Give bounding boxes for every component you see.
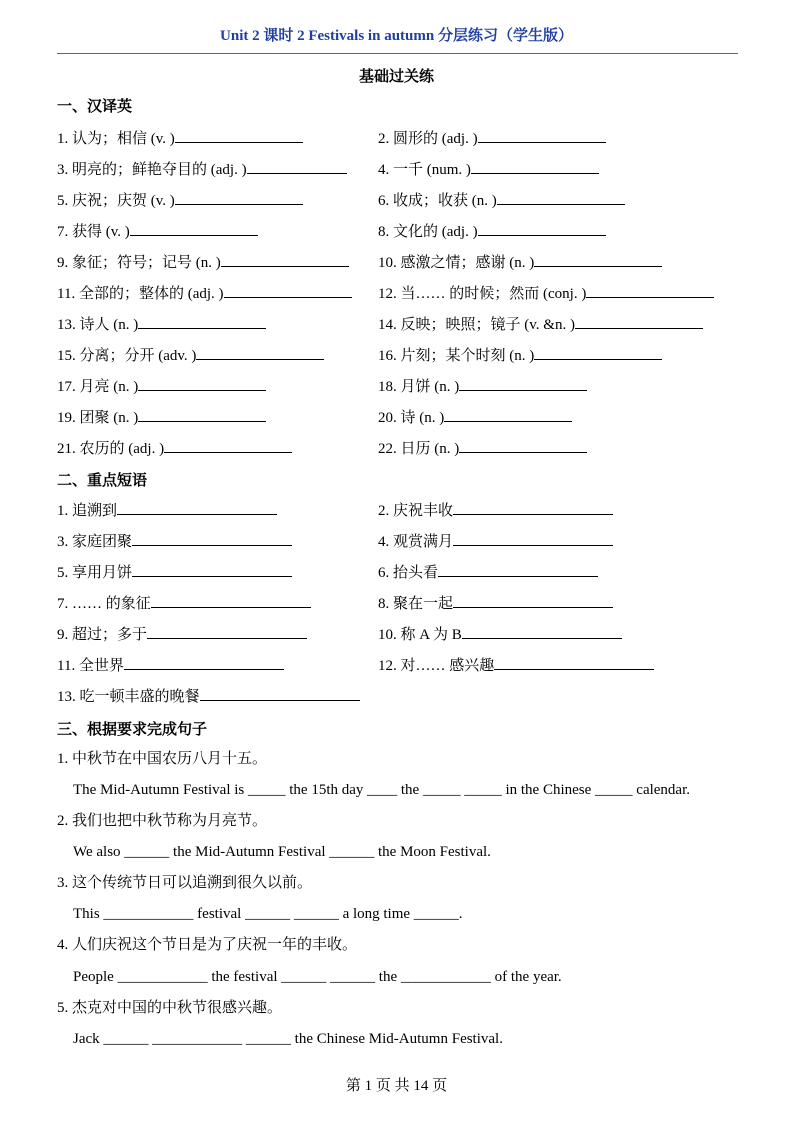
answer-blank[interactable] (459, 376, 587, 391)
phrase-item-11: 11. 全世界 (57, 655, 284, 675)
page-header: Unit 2 课时 2 Festivals in autumn 分层练习（学生版） (220, 28, 573, 44)
vocab-item-22: 22. 日历 (n. ) (378, 438, 587, 458)
answer-blank[interactable] (478, 128, 606, 143)
answer-blank[interactable] (138, 314, 266, 329)
answer-blank[interactable] (138, 407, 266, 422)
sentence-prompt-1: 1. 中秋节在中国农历八月十五。 (57, 751, 268, 767)
answer-blank[interactable] (132, 531, 292, 546)
phrase-item-2: 2. 庆祝丰收 (378, 500, 613, 520)
sentence-answer-3[interactable]: This ____________ festival ______ ______ a long time ______. (73, 906, 463, 922)
vocab-item-13: 13. 诗人 (n. ) (57, 314, 266, 334)
answer-blank[interactable] (247, 159, 347, 174)
answer-blank[interactable] (147, 624, 307, 639)
phrase-item-1: 1. 追溯到 (57, 500, 277, 520)
phrase-item-7: 7. …… 的象征 (57, 593, 311, 613)
vocab-item-15: 15. 分离；分开 (adv. ) (57, 345, 324, 365)
answer-blank[interactable] (471, 159, 599, 174)
answer-blank[interactable] (586, 283, 714, 298)
vocab-item-12: 12. 当…… 的时候；然而 (conj. ) (378, 283, 714, 303)
sentence-answer-4[interactable]: People ____________ the festival ______ ______ the ____________ of the year. (73, 969, 562, 985)
vocab-item-1: 1. 认为；相信 (v. ) (57, 128, 303, 148)
vocab-item-18: 18. 月饼 (n. ) (378, 376, 587, 396)
phrase-item-8: 8. 聚在一起 (378, 593, 613, 613)
answer-blank[interactable] (534, 252, 662, 267)
vocab-item-7: 7. 获得 (v. ) (57, 221, 258, 241)
answer-blank[interactable] (164, 438, 292, 453)
answer-blank[interactable] (221, 252, 349, 267)
answer-blank[interactable] (459, 438, 587, 453)
phrase-item-12: 12. 对…… 感兴趣 (378, 655, 654, 675)
answer-blank[interactable] (438, 562, 598, 577)
answer-blank[interactable] (497, 190, 625, 205)
sentence-answer-5[interactable]: Jack ______ ____________ ______ the Chinese Mid-Autumn Festival. (73, 1031, 503, 1047)
answer-blank[interactable] (494, 655, 654, 670)
answer-blank[interactable] (117, 500, 277, 515)
answer-blank[interactable] (224, 283, 352, 298)
header-divider (57, 53, 738, 54)
answer-blank[interactable] (453, 500, 613, 515)
answer-blank[interactable] (478, 221, 606, 236)
vocab-item-4: 4. 一千 (num. ) (378, 159, 599, 179)
answer-blank[interactable] (175, 128, 303, 143)
answer-blank[interactable] (138, 376, 266, 391)
vocab-item-2: 2. 圆形的 (adj. ) (378, 128, 606, 148)
phrase-item-9: 9. 超过；多于 (57, 624, 307, 644)
answer-blank[interactable] (534, 345, 662, 360)
vocab-item-19: 19. 团聚 (n. ) (57, 407, 266, 427)
phrase-item-6: 6. 抬头看 (378, 562, 598, 582)
sentence-prompt-2: 2. 我们也把中秋节称为月亮节。 (57, 813, 268, 829)
phrase-item-4: 4. 观赏满月 (378, 531, 613, 551)
answer-blank[interactable] (124, 655, 284, 670)
sentence-prompt-3: 3. 这个传统节日可以追溯到很久以前。 (57, 875, 313, 891)
section-3-title: 三、根据要求完成句子 (57, 722, 208, 738)
answer-blank[interactable] (196, 345, 324, 360)
vocab-item-17: 17. 月亮 (n. ) (57, 376, 266, 396)
page-number: 第 1 页 共 14 页 (345, 1078, 448, 1094)
vocab-item-8: 8. 文化的 (adj. ) (378, 221, 606, 241)
answer-blank[interactable] (453, 531, 613, 546)
answer-blank[interactable] (175, 190, 303, 205)
phrase-item-5: 5. 享用月饼 (57, 562, 292, 582)
vocab-item-3: 3. 明亮的；鲜艳夺目的 (adj. ) (57, 159, 347, 179)
phrase-item-10: 10. 称 A 为 B (378, 624, 622, 644)
vocab-item-5: 5. 庆祝；庆贺 (v. ) (57, 190, 303, 210)
answer-blank[interactable] (200, 686, 360, 701)
vocab-item-16: 16. 片刻；某个时刻 (n. ) (378, 345, 662, 365)
section-2-title: 二、重点短语 (57, 473, 148, 489)
sentence-answer-1[interactable]: The Mid-Autumn Festival is _____ the 15th day ____ the _____ _____ in the Chinese _____ calendar. (73, 782, 690, 798)
answer-blank[interactable] (444, 407, 572, 422)
sentence-answer-2[interactable]: We also ______ the Mid-Autumn Festival ______ the Moon Festival. (73, 844, 491, 860)
phrase-item-3: 3. 家庭团聚 (57, 531, 292, 551)
vocab-item-6: 6. 收成；收获 (n. ) (378, 190, 625, 210)
section-1-title: 一、汉译英 (57, 99, 133, 115)
vocab-item-9: 9. 象征；符号；记号 (n. ) (57, 252, 349, 272)
vocab-item-21: 21. 农历的 (adj. ) (57, 438, 292, 458)
answer-blank[interactable] (453, 593, 613, 608)
vocab-item-10: 10. 感激之情；感谢 (n. ) (378, 252, 662, 272)
answer-blank[interactable] (151, 593, 311, 608)
answer-blank[interactable] (132, 562, 292, 577)
sentence-prompt-4: 4. 人们庆祝这个节日是为了庆祝一年的丰收。 (57, 937, 358, 953)
answer-blank[interactable] (130, 221, 258, 236)
answer-blank[interactable] (462, 624, 622, 639)
page-title: 基础过关练 (358, 69, 434, 85)
vocab-item-11: 11. 全部的；整体的 (adj. ) (57, 283, 352, 303)
answer-blank[interactable] (575, 314, 703, 329)
vocab-item-20: 20. 诗 (n. ) (378, 407, 572, 427)
vocab-item-14: 14. 反映；映照；镜子 (v. &n. ) (378, 314, 703, 334)
phrase-item-13: 13. 吃一顿丰盛的晚餐 (57, 686, 360, 706)
sentence-prompt-5: 5. 杰克对中国的中秋节很感兴趣。 (57, 1000, 283, 1016)
